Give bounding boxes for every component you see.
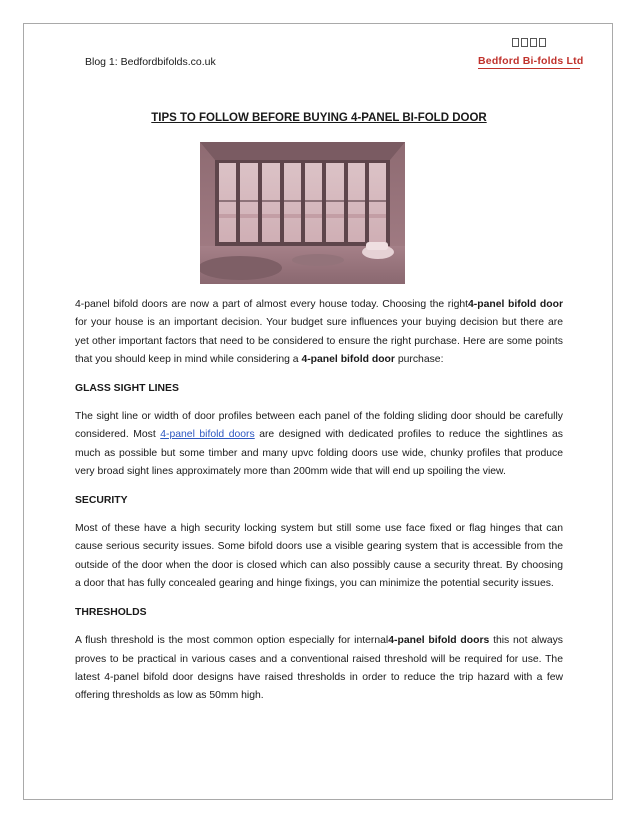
intro-text-2: for your house is an important decision. Your budget sure influences your buying decision but there are yet other important factors that need to be considered to ensure the right purchase. Here are some points that you should keep in mind while considering a: [75, 317, 563, 366]
bifold-doors-link[interactable]: 4-panel bifold doors: [160, 429, 255, 441]
glass-text-1: The sight line or width of door profiles between each panel of the folding sliding door should be carefully considered. Most: [75, 411, 563, 441]
blog-label: Blog 1: Bedfordbifolds.co.uk: [85, 56, 216, 68]
bifold-door-photo: [200, 142, 405, 284]
intro-paragraph: [75, 296, 563, 370]
company-logo: [474, 38, 584, 74]
intro-bold-1: 4-panel bifold door: [468, 299, 563, 310]
page-title: TIPS TO FOLLOW BEFORE BUYING 4-PANEL BI-FOLD DOOR: [151, 112, 487, 124]
threshold-text-2: this not always proves to be practical in various cases and a conventional raised threshold will be required for use. The latest 4-panel bifold door designs have raised thresholds in order to reduce the trip hazard with a few offering thresholds as low as 50mm high.: [75, 635, 563, 702]
logo-text: Bedford Bi-folds Ltd: [478, 55, 584, 67]
intro-text-3: purchase:: [394, 354, 444, 366]
logo-underline: [478, 68, 580, 69]
section-body-security: Most of these have a high security locking system but still some use face fixed or flag hinges that can cause serious security issues. Some bifold doors use a visible gearing system that is accessible from the outside of the door when the door is closed which can also possibly cause a security threat. By choosing a door that has fully concealed gearing and hinge fixings, you can minimize the potential security issues.: [75, 523, 563, 590]
intro-text-1: 4-panel bifold doors are now a part of almost every house today. Choosing the right: [75, 299, 469, 310]
section-body-thresholds: [75, 632, 563, 706]
threshold-text-1: A flush threshold is the most common option especially for internal: [75, 635, 389, 647]
section-heading-security: SECURITY: [75, 494, 128, 506]
glass-text-2: are designed with dedicated profiles to reduce the sightlines as much as possible but some timber and many upvc folding doors use wide, chunky profiles that produce very broad sight lines approximately more than 200mm wide that will end up spoiling the view.: [75, 429, 563, 478]
section-heading-thresholds: THRESHOLDS: [75, 606, 147, 618]
section-heading-glass: GLASS SIGHT LINES: [75, 382, 179, 394]
article-body: [75, 296, 563, 716]
section-body-glass: [75, 408, 563, 482]
threshold-bold: 4-panel bifold doors: [388, 635, 490, 647]
logo-door-icon: [512, 38, 546, 47]
intro-bold-2: 4-panel bifold door: [301, 354, 395, 366]
